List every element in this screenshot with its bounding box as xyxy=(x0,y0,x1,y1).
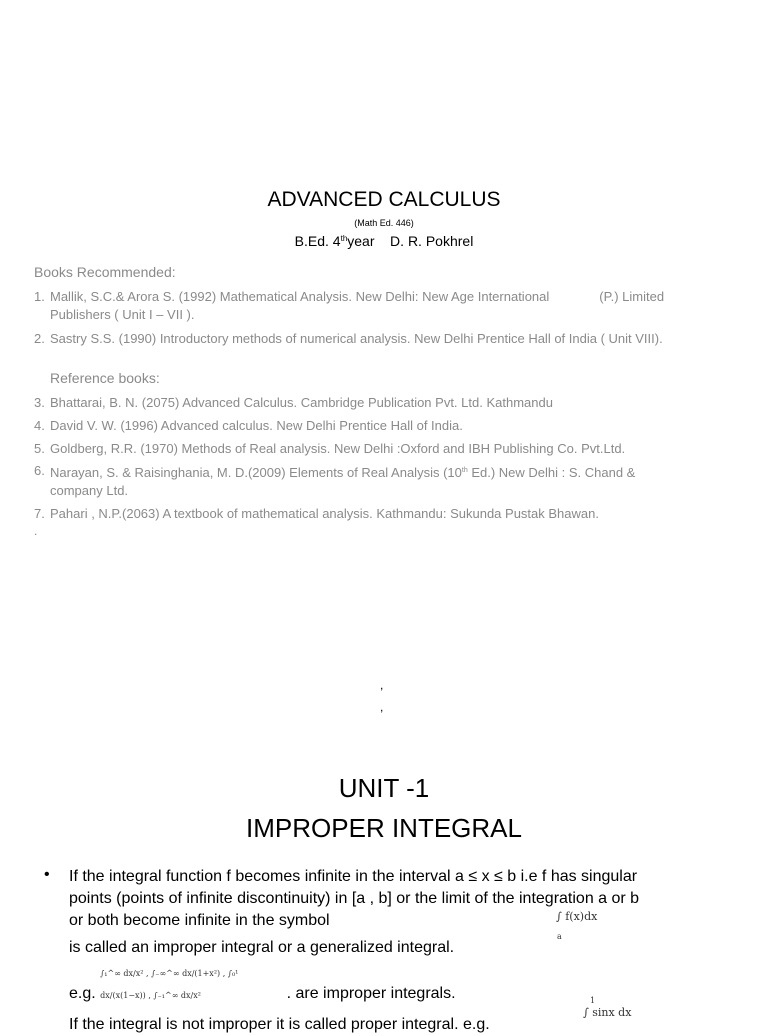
item-text: Sastry S.S. (1990) Introductory methods of numerical analysis. New Delhi Prentice Hall of India ( Unit VIII). xyxy=(50,331,663,346)
paragraph-line-1: If the integral function f becomes infinite in the interval a ≤ x ≤ b i.e f has singular xyxy=(69,868,638,885)
item-number: 3. xyxy=(34,395,45,410)
byline-post: year D. R. Pokhrel xyxy=(347,233,474,249)
reference-item-6 xyxy=(34,462,754,500)
example-suffix: . are improper integrals. xyxy=(286,985,456,1002)
stray-comma-1: , xyxy=(380,678,384,692)
example-line xyxy=(69,963,719,1007)
item-number: 6. xyxy=(34,463,45,478)
item-line-a: Mallik, S.C.& Arora S. (1992) Mathematical Analysis. New Delhi: New Age International xyxy=(50,289,550,304)
example-prefix: e.g. xyxy=(69,985,96,1002)
trailing-mark: . xyxy=(34,524,38,538)
reference-item-3 xyxy=(34,394,754,412)
unit-subtitle: IMPROPER INTEGRAL xyxy=(246,813,522,843)
book-item-1 xyxy=(34,288,754,324)
item-line-b: Ed.) New Delhi : S. Chand & xyxy=(467,465,636,480)
document-title: ADVANCED CALCULUS xyxy=(267,188,501,211)
bullet-marker: • xyxy=(44,866,50,883)
integral-lower-limit: a xyxy=(557,932,562,941)
stray-comma-2: , xyxy=(380,700,384,714)
item-line-a: Narayan, S. & Raisinghania, M. D.(2009) Elements of Real Analysis (10 xyxy=(50,465,462,480)
item-line-2: company Ltd. xyxy=(50,483,129,498)
item-text xyxy=(34,288,754,324)
item-text: David V. W. (1996) Advanced calculus. New Delhi Prentice Hall of India. xyxy=(50,418,463,433)
integral-symbol xyxy=(556,910,597,923)
byline xyxy=(0,233,768,249)
paragraph-line-4: is called an improper integral or a generalized integral. xyxy=(69,939,455,956)
paragraph-line-2: points (points of infinite discontinuity) in [a , b] or the limit of the integration a or b xyxy=(69,890,640,907)
example-integral: ∫ sinx dx xyxy=(583,1006,632,1019)
paragraph-line-3: or both become infinite in the symbol xyxy=(69,912,330,929)
integral-expression: ∫ f(x)dx xyxy=(556,910,598,923)
item-text: Bhattarai, B. N. (2075) Advanced Calculus. Cambridge Publication Pvt. Ltd. Kathmandu xyxy=(50,395,553,410)
item-number: 1. xyxy=(34,289,45,304)
item-number: 7. xyxy=(34,506,45,521)
reference-item-5 xyxy=(34,440,754,458)
item-number: 5. xyxy=(34,441,45,456)
paragraph-2-partial: If the integral is not improper it is called proper integral. e.g. xyxy=(69,1016,490,1033)
item-number: 4. xyxy=(34,418,45,433)
course-code: (Math Ed. 446) xyxy=(354,218,414,228)
item-text: Pahari , N.P.(2063) A textbook of mathematical analysis. Kathmandu: Sukunda Pustak Bhawan. xyxy=(50,506,599,521)
example-upper-limit: 1 xyxy=(590,996,596,1005)
unit-title: UNIT -1 xyxy=(338,773,430,803)
item-number: 2. xyxy=(34,331,45,346)
item-line-b: (P.) Limited xyxy=(599,289,665,304)
reference-heading: Reference books: xyxy=(50,370,160,386)
book-item-2 xyxy=(34,330,754,348)
reference-item-7 xyxy=(34,505,754,523)
item-text: Goldberg, R.R. (1970) Methods of Real analysis. New Delhi :Oxford and IBH Publishing Co. Pvt.Ltd. xyxy=(50,441,626,456)
definition-paragraph xyxy=(69,866,719,932)
reference-item-4 xyxy=(34,417,754,435)
item-line-2: Publishers ( Unit I – VII ). xyxy=(50,307,195,322)
example-integrals: ∫₁^∞ dx/x² , ∫₋∞^∞ dx/(1+x²) , ∫₀¹ dx/(x(1−x)) , ∫₋₁^∞ dx/x² xyxy=(100,969,239,1000)
item-text xyxy=(34,462,754,500)
byline-pre: B.Ed. 4 xyxy=(294,233,341,249)
byline-sup: th xyxy=(340,234,348,243)
item-sup: th xyxy=(461,467,468,474)
books-heading: Books Recommended: xyxy=(34,264,176,280)
